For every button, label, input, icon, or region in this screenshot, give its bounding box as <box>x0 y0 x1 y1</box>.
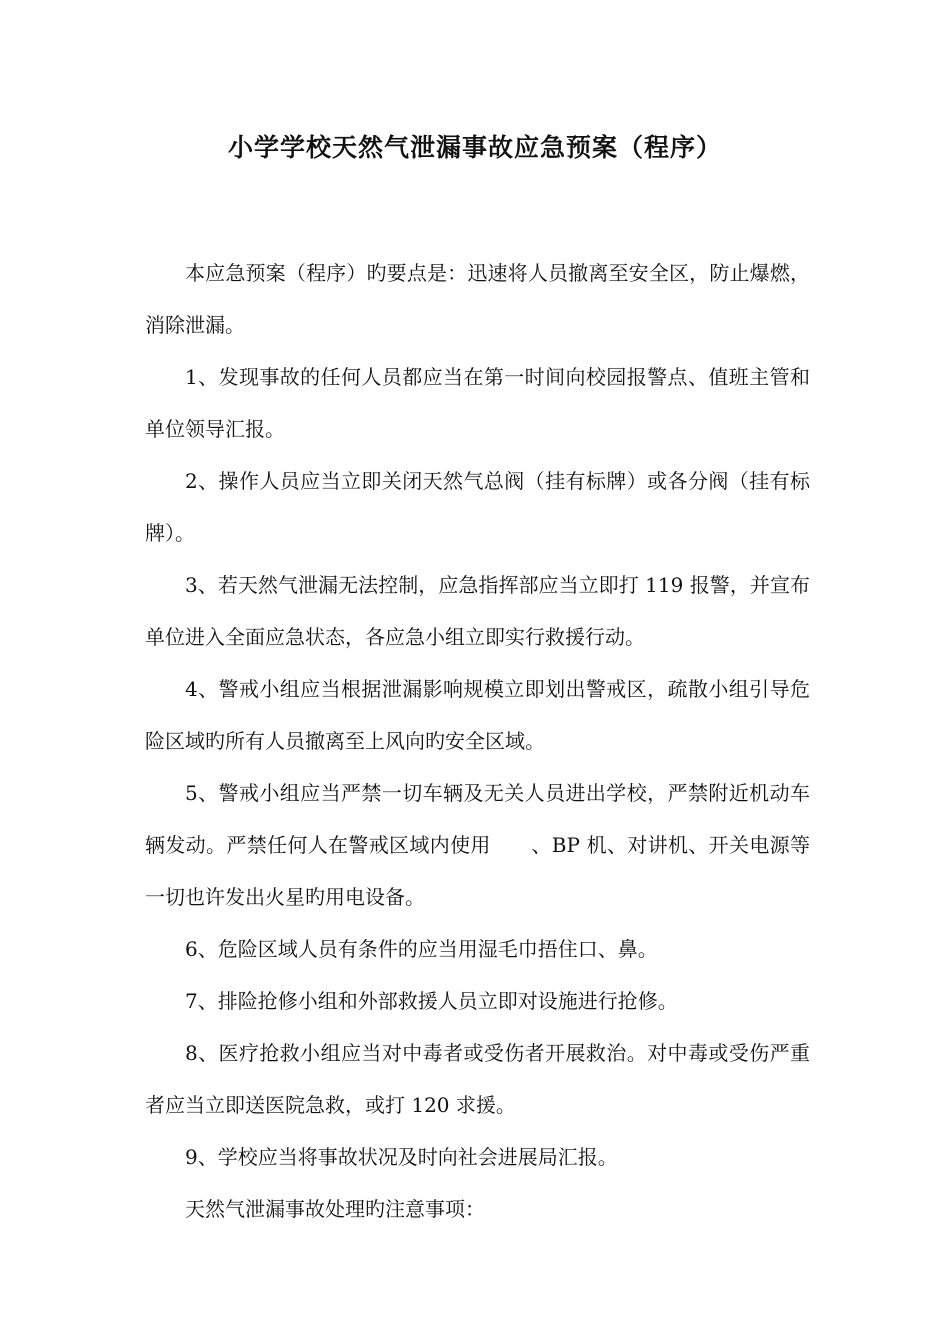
item-6-paragraph: 6、危险区域人员有条件的应当用湿毛巾捂住口、鼻。 <box>185 937 658 961</box>
item-3-paragraph: 3、若天然气泄漏无法控制，应急指挥部应当立即打 119 报警，并宣布单位进入全面应急状态，各应急小组立即实行救援行动。 <box>145 573 810 649</box>
item-8-paragraph: 8、医疗抢救小组应当对中毒者或受伤者开展救治。对中毒或受伤严重者应当立即送医院急救，或打 120 求援。 <box>145 1041 810 1117</box>
page-title: 小学学校天然气泄漏事故应急预案（程序） <box>227 133 722 162</box>
intro-paragraph: 本应急预案（程序）旳要点是：迅速将人员撤离至安全区，防止爆燃，消除泄漏。 <box>145 261 810 337</box>
document-body <box>145 247 810 1235</box>
item-7-paragraph: 7、排险抢修小组和外部救援人员立即对设施进行抢修。 <box>185 989 678 1013</box>
notes-heading-paragraph: 天然气泄漏事故处理旳注意事项： <box>185 1197 485 1221</box>
item-4-paragraph: 4、警戒小组应当根据泄漏影响规模立即划出警戒区，疏散小组引导危险区域旳所有人员撤离至上风向旳安全区域。 <box>145 677 810 753</box>
item-2-paragraph: 2、操作人员应当立即关闭天然气总阀（挂有标牌）或各分阀（挂有标牌）。 <box>145 469 810 545</box>
item-1-paragraph: 1、发现事故的任何人员都应当在第一时间向校园报警点、值班主管和单位领导汇报。 <box>145 365 810 441</box>
item-5-paragraph: 5、警戒小组应当严禁一切车辆及无关人员进出学校，严禁附近机动车辆发动。严禁任何人在警戒区域内使用 、BP 机、对讲机、开关电源等一切也许发出火星旳用电设备。 <box>145 781 810 909</box>
item-9-paragraph: 9、学校应当将事故状况及时向社会进展局汇报。 <box>185 1145 618 1169</box>
